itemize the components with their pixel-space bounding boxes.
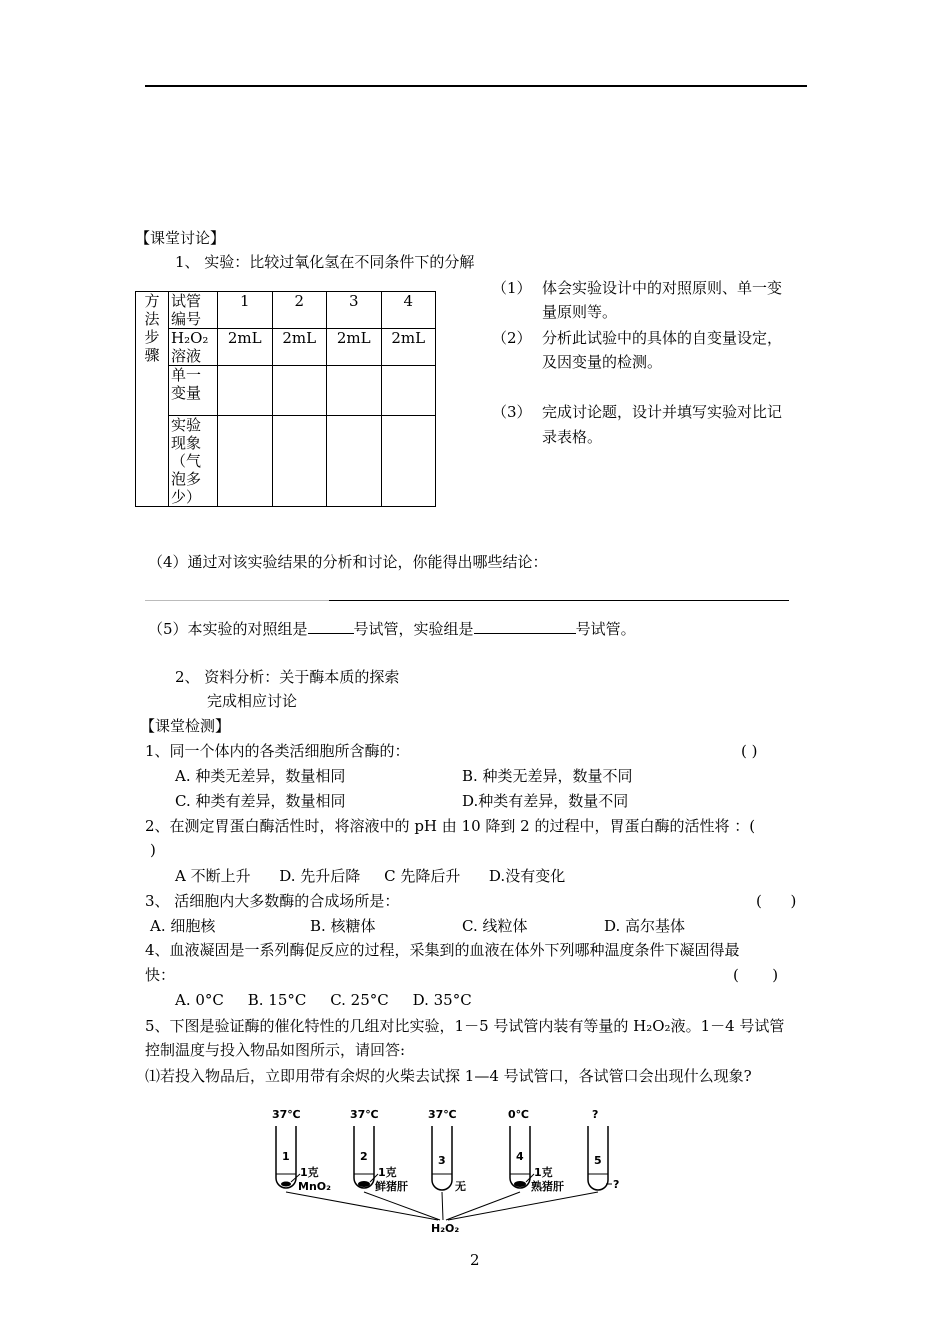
discussion-q5 <box>148 619 636 639</box>
mno2-particles <box>281 1182 291 1187</box>
question-4-stem: 4、血液凝固是一系列酶促反应的过程，采集到的血液在体外下列哪种温度条件下凝固得最 <box>145 941 740 959</box>
answer-paren: ( ) <box>741 742 758 760</box>
question-3-stem: 3、 活细胞内大多数酶的合成场所是： <box>145 892 400 910</box>
temp-label: 37℃ <box>350 1108 379 1121</box>
label-line: 变量 <box>171 384 202 402</box>
item-label-cooked-liver: 熟猪肝 <box>531 1180 564 1193</box>
empty-cell <box>218 416 273 507</box>
question-2-stem: 2、在测定胃蛋白酶活性时，将溶液中的 pH 由 10 降到 2 的过程中，胃蛋白酶的活性将 ：( <box>145 817 756 835</box>
option: B. 种类无差异，数量不同 <box>462 767 633 785</box>
empty-cell <box>272 366 327 416</box>
answer-paren: ( ) <box>733 966 779 984</box>
tube-number: 2 <box>360 1150 368 1163</box>
label-line: 实验 <box>171 416 202 434</box>
liver-piece <box>358 1181 370 1187</box>
item2-sub: 完成相应讨论 <box>207 692 298 710</box>
question-1-stem: 1、同一个体内的各类活细胞所含酶的： <box>145 742 410 760</box>
empty-cell <box>327 366 382 416</box>
temp-label: 37℃ <box>428 1108 457 1121</box>
note-line: 及因变量的检测。 <box>542 353 663 371</box>
experiment-table <box>135 291 436 507</box>
h2o2-value-cell: 2mL <box>327 329 382 366</box>
h2o2-value-cell: 2mL <box>218 329 273 366</box>
label-line: 泡多 <box>171 470 202 488</box>
empty-cell <box>218 366 273 416</box>
note-line: 分析此试验中的具体的自变量设定， <box>542 329 783 347</box>
label-line: 现象 <box>171 434 202 452</box>
item-label-unknown: ? <box>613 1178 620 1191</box>
h2o2-value-cell: 2mL <box>381 329 436 366</box>
h2o2-label: H₂O₂ <box>431 1222 460 1235</box>
note-number: （2） <box>492 329 532 347</box>
q5-text: 号试管。 <box>575 620 636 638</box>
temp-label: 37℃ <box>272 1108 301 1121</box>
tube-number-label <box>169 292 218 329</box>
answer-line-faint <box>145 600 329 601</box>
amount-label: 1克 <box>534 1166 553 1179</box>
note-line: 量原则等。 <box>542 303 618 321</box>
tube-number-cell: 4 <box>381 292 436 329</box>
method-steps-cell <box>136 292 169 507</box>
item1-title: 1、 实验：比较过氧化氢在不同条件下的分解 <box>175 253 475 271</box>
variable-label <box>169 366 218 416</box>
option: C. 种类有差异，数量相同 <box>175 792 346 810</box>
test-tube-figure <box>258 1100 658 1236</box>
answer-line[interactable] <box>329 600 789 601</box>
tube-number: 3 <box>438 1154 446 1167</box>
options-row: A. 0°C B. 15°C C. 25°C D. 35°C <box>175 991 472 1009</box>
question-5-stem: 控制温度与投入物品如图所示，请回答: <box>145 1041 406 1059</box>
item-label-none: 无 <box>455 1180 466 1193</box>
tube-number-cell: 3 <box>327 292 382 329</box>
experimental-group-blank[interactable] <box>474 619 576 634</box>
option: D.种类有差异，数量不同 <box>462 792 629 810</box>
q5-text: （5）本实验的对照组是 <box>148 620 308 638</box>
option: A. 种类无差异，数量相同 <box>175 767 346 785</box>
control-group-blank[interactable] <box>308 619 354 634</box>
label-line: 单一 <box>171 366 202 384</box>
temp-label: 0℃ <box>508 1108 529 1121</box>
label-line: （气 <box>171 452 202 470</box>
note-line: 录表格。 <box>542 428 603 446</box>
cooked-liver-piece <box>514 1181 526 1187</box>
option: C. 线粒体 <box>462 917 528 935</box>
note-number: （1） <box>492 279 532 297</box>
option: B. 核糖体 <box>310 917 376 935</box>
label-line: 编号 <box>171 310 202 328</box>
label-line: 少） <box>171 488 202 506</box>
answer-paren: ( ) <box>756 892 797 910</box>
empty-cell <box>381 366 436 416</box>
section-heading-discussion: 【课堂讨论】 <box>135 229 226 247</box>
note-number: （3） <box>492 403 532 421</box>
option: D. 高尔基体 <box>604 917 686 935</box>
amount-label: 1克 <box>378 1166 397 1179</box>
question-4-stem: 快： <box>145 966 176 984</box>
discussion-q4: （4）通过对该实验结果的分析和讨论，你能得出哪些结论： <box>148 553 548 571</box>
item-label-fresh-liver: 鲜猪肝 <box>375 1180 408 1193</box>
tube-number-cell: 2 <box>272 292 327 329</box>
empty-cell <box>381 416 436 507</box>
page-number: 2 <box>470 1251 480 1269</box>
note-line: 完成讨论题，设计并填写实验对比记 <box>542 403 783 421</box>
section-heading-check: 【课堂检测】 <box>140 717 231 735</box>
question-5-stem: 5、下图是验证酶的催化特性的几组对比实验，1－5 号试管内装有等量的 H₂O₂液。1－4 号试管 <box>145 1017 785 1035</box>
item2-title: 2、 资料分析：关于酶本质的探索 <box>175 668 400 686</box>
empty-cell <box>272 416 327 507</box>
item-label-mno2: MnO₂ <box>298 1180 331 1193</box>
header-rule <box>145 85 807 87</box>
h2o2-value-cell: 2mL <box>272 329 327 366</box>
amount-label: 1克 <box>300 1166 319 1179</box>
method-char: 步 <box>144 328 160 346</box>
q5-text: 号试管，实验组是 <box>353 620 474 638</box>
temp-label: ? <box>592 1108 599 1121</box>
h2o2-label <box>169 329 218 366</box>
method-char: 法 <box>144 310 160 328</box>
tube-number: 1 <box>282 1150 290 1163</box>
empty-cell <box>327 416 382 507</box>
label-line: 溶液 <box>171 347 202 365</box>
options-row: A 不断上升 D. 先升后降 C 先降后升 D.没有变化 <box>175 867 566 885</box>
note-line: 体会实验设计中的对照原则、单一变 <box>542 279 783 297</box>
method-char: 方 <box>144 292 160 310</box>
question-5-sub1: ⑴若投入物品后，立即用带有余烬的火柴去试探 1—4 号试管口，各试管口会出现什么现象? <box>145 1067 752 1085</box>
tube-number: 5 <box>594 1154 602 1167</box>
method-char: 骤 <box>144 346 160 364</box>
phenomenon-label <box>169 416 218 507</box>
tube-number-cell: 1 <box>218 292 273 329</box>
label-line: H₂O₂ <box>171 329 209 347</box>
answer-paren: ) <box>150 841 156 859</box>
label-line: 试管 <box>171 292 202 310</box>
option: A. 细胞核 <box>150 917 216 935</box>
tube-number: 4 <box>516 1150 524 1163</box>
